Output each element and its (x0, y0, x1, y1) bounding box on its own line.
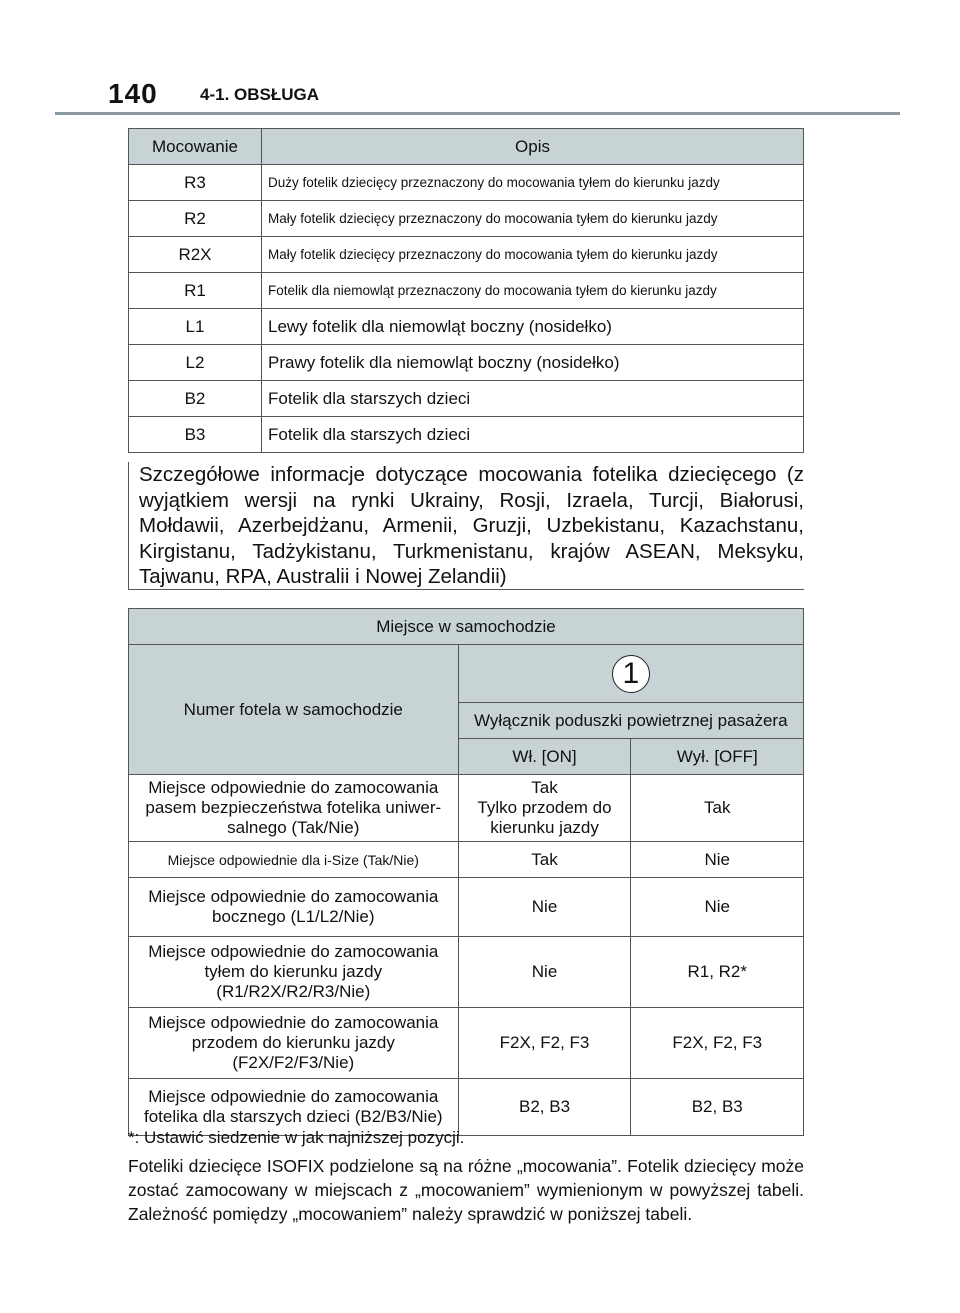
row-on-value: F2X, F2, F3 (458, 1008, 631, 1079)
row-label-line: salnego (Tak/Nie) (227, 818, 360, 837)
row-label-line: Miejsce odpowiednie do zamocowania (148, 1013, 439, 1032)
table-row (129, 417, 804, 453)
row-label-line: przodem do kierunku jazdy (191, 1033, 395, 1052)
mounting-description: Prawy fotelik dla niemowląt boczny (nosidełko) (262, 345, 804, 381)
row-on-value: Tak (458, 842, 631, 878)
seat-number-label: Numer fotela w samochodzie (129, 645, 459, 775)
row-label (129, 878, 459, 937)
seat-table (128, 608, 804, 1136)
row-off-value: Tak (631, 775, 804, 842)
row-label (129, 775, 459, 842)
mounting-description: Fotelik dla niemowląt przeznaczony do mocowania tyłem do kierunku jazdy (262, 273, 804, 309)
mounting-description: Lewy fotelik dla niemowląt boczny (nosidełko) (262, 309, 804, 345)
seat-number-badge: 1 (612, 655, 650, 693)
mounting-description: Mały fotelik dziecięcy przeznaczony do mocowania tyłem do kierunku jazdy (262, 201, 804, 237)
mounting-code: R3 (129, 165, 262, 201)
mounting-description: Mały fotelik dziecięcy przeznaczony do mocowania tyłem do kierunku jazdy (262, 237, 804, 273)
footnote: *: Ustawić siedzenie w jak najniższej pozycji. (128, 1128, 465, 1147)
table-row (129, 309, 804, 345)
column-header-opis: Opis (262, 129, 804, 165)
row-label: Miejsce odpowiednie dla i-Size (Tak/Nie) (129, 842, 459, 878)
row-off-value: Nie (631, 878, 804, 937)
row-off-value: R1, R2* (631, 937, 804, 1008)
mounting-description: Fotelik dla starszych dzieci (262, 381, 804, 417)
section-title: 4-1. OBSŁUGA (200, 85, 320, 104)
table-row (129, 165, 804, 201)
table-row (129, 381, 804, 417)
page-number: 140 (108, 78, 158, 109)
table-row (129, 937, 804, 1008)
page-header (0, 0, 960, 115)
airbag-switch-label: Wyłącznik poduszki powietrznej pasażera (458, 703, 803, 739)
mounting-code: L1 (129, 309, 262, 345)
table-row (129, 1079, 804, 1136)
table-row (129, 345, 804, 381)
row-label (129, 937, 459, 1008)
seat-table-title: Miejsce w samochodzie (129, 609, 804, 645)
table-row (129, 842, 804, 878)
mounting-table (128, 128, 804, 453)
row-label-line: Miejsce odpowiednie do zamocowania (148, 942, 439, 961)
table-row (129, 775, 804, 842)
table-row (129, 878, 804, 937)
table-row (129, 201, 804, 237)
row-label-line: pasem bezpieczeństwa fotelika uniwer- (145, 798, 442, 817)
column-header-mocowanie: Mocowanie (129, 129, 262, 165)
table-row (129, 273, 804, 309)
row-on-line: kierunku jazdy (490, 818, 599, 837)
mounting-code: B3 (129, 417, 262, 453)
row-off-value: Nie (631, 842, 804, 878)
info-text: Szczegółowe informacje dotyczące mocowania fotelika dziecięcego (z wyjątkiem wersji na rynki Ukrainy, Rosji, Izraela, Turcji, Białorusi, Mołdawii, Azerbejdżanu, Armenii, Gruzji, Uzbekistanu, Kazachstanu, Kirgistanu, Tadżykistanu, Turkmenistanu, krajów ASEAN, Meksyku, Tajwanu, RPA, Australii i Nowej Zelandii) (139, 463, 804, 588)
row-on-line: Tak (531, 778, 558, 797)
row-on-line: Tylko przodem do (477, 798, 612, 817)
seat-badge-cell (458, 645, 803, 703)
table-row (129, 1008, 804, 1079)
row-label-line: (R1/R2X/R2/R3/Nie) (216, 982, 371, 1001)
mounting-description: Fotelik dla starszych dzieci (262, 417, 804, 453)
info-box (128, 462, 804, 590)
airbag-off-label: Wył. [OFF] (631, 739, 804, 775)
row-on-value (458, 775, 631, 842)
airbag-on-label: Wł. [ON] (458, 739, 631, 775)
row-off-value: F2X, F2, F3 (631, 1008, 804, 1079)
row-label-line: bocznego (L1/L2/Nie) (212, 907, 375, 926)
row-on-value: Nie (458, 937, 631, 1008)
row-label-line: (F2X/F2/F3/Nie) (232, 1053, 355, 1072)
body-paragraph (128, 1154, 804, 1226)
row-label-line: Miejsce odpowiednie do zamocowania (148, 778, 439, 797)
row-label (129, 1008, 459, 1079)
header-divider (55, 112, 900, 115)
mounting-code: B2 (129, 381, 262, 417)
mounting-code: R1 (129, 273, 262, 309)
row-on-value: B2, B3 (458, 1079, 631, 1136)
table-row (129, 237, 804, 273)
row-label-line: fotelika dla starszych dzieci (B2/B3/Nie) (144, 1107, 443, 1126)
mounting-code: R2X (129, 237, 262, 273)
mounting-description: Duży fotelik dziecięcy przeznaczony do mocowania tyłem do kierunku jazdy (262, 165, 804, 201)
row-label-line: Miejsce odpowiednie do zamocowania (148, 1087, 439, 1106)
row-off-value: B2, B3 (631, 1079, 804, 1136)
row-label-line: Miejsce odpowiednie do zamocowania (148, 887, 439, 906)
paragraph-text: Foteliki dziecięce ISOFIX podzielone są na różne „mocowania”. Fotelik dziecięcy może zostać zamocowany w miejscach z „mocowaniem” wymienionym w powyższej tabeli. Zależność pomiędzy „mocowaniem” należy sprawdzić w poniższej tabeli. (128, 1156, 804, 1224)
mounting-code: L2 (129, 345, 262, 381)
table-header-row (129, 129, 804, 165)
row-label (129, 1079, 459, 1136)
row-label-line: tyłem do kierunku jazdy (204, 962, 383, 981)
mounting-code: R2 (129, 201, 262, 237)
row-on-value: Nie (458, 878, 631, 937)
